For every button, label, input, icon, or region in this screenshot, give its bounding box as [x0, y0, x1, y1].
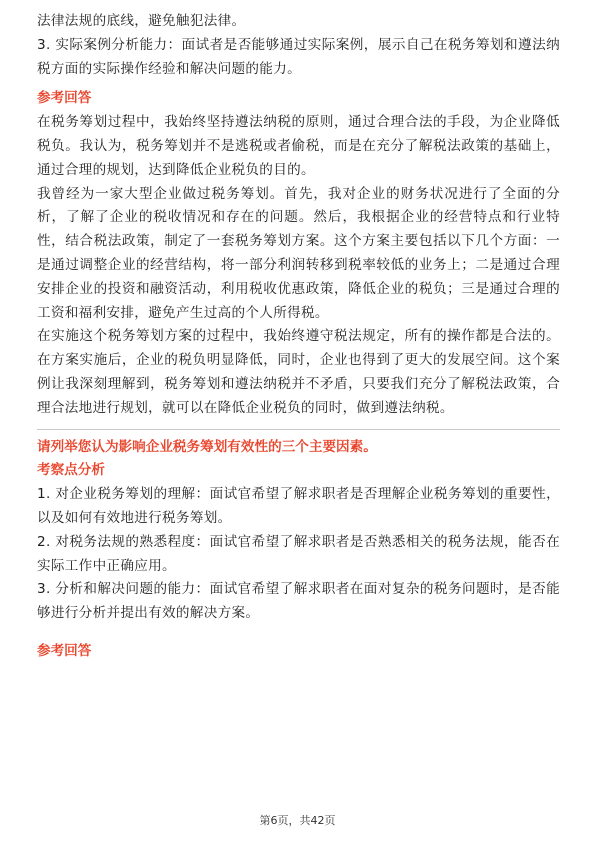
- analysis-point: 3. 分析和解决问题的能力：面试官希望了解求职者在面对复杂的税务问题时，是否能够进行分析并提出有效的解决方案。: [37, 581, 560, 622]
- analysis-heading: 考察点分析: [37, 462, 105, 479]
- analysis-point: 2. 对税务法规的熟悉程度：面试官希望了解求职者是否熟悉相关的税务法规，能否在实际工作中正确应用。: [37, 533, 560, 574]
- document-page: [37, 10, 560, 664]
- answer-heading: 参考回答: [37, 642, 92, 659]
- answer-paragraph: 我曾经为一家大型企业做过税务筹划。首先，我对企业的财务状况进行了全面的分析，了解了企业的税收情况和存在的问题。然后，我根据企业的经营特点和行业特性，结合税法政策，制定了一套税务筹划方案。这个方案主要包括以下几个方面：一是通过调整企业的经营结构，将一部分利润转移到税率较低的业务上；二是通过合理安排企业的投资和融资活动，利用税收优惠政策，降低企业的税负；三是通过合理的工资和福利安排，避免产生过高的个人所得税。: [37, 185, 560, 321]
- intro-continuation: 法律法规的底线，避免触犯法律。: [37, 13, 246, 29]
- page-number: 第6页，共42页: [259, 814, 336, 827]
- section-divider: [37, 429, 560, 430]
- answer-paragraph: 在实施这个税务筹划方案的过程中，我始终遵守税法规定，所有的操作都是合法的。在方案实施后，企业的税负明显降低，同时，企业也得到了更大的发展空间。这个案例让我深刻理解到，税务筹划和遵法纳税并不矛盾，只要我们充分了解税法政策，合理合法地进行规划，就可以在降低企业税负的同时，做到遵法纳税。: [37, 328, 560, 416]
- question-title: 请列举您认为影响企业税务筹划有效性的三个主要因素。: [37, 438, 377, 455]
- answer-heading: 参考回答: [37, 90, 92, 107]
- intro-point-3: 3. 实际案例分析能力：面试者是否能够通过实际案例，展示自己在税务筹划和遵法纳税方面的实际操作经验和解决问题的能力。: [37, 36, 560, 77]
- answer-paragraph: 在税务筹划过程中，我始终坚持遵法纳税的原则，通过合理合法的手段，为企业降低税负。我认为，税务筹划并不是逃税或者偷税，而是在充分了解税法政策的基础上，通过合理的规划，达到降低企业税负的目的。: [37, 114, 560, 178]
- analysis-point: 1. 对企业税务筹划的理解：面试官希望了解求职者是否理解企业税务筹划的重要性，以及如何有效地进行税务筹划。: [37, 486, 560, 526]
